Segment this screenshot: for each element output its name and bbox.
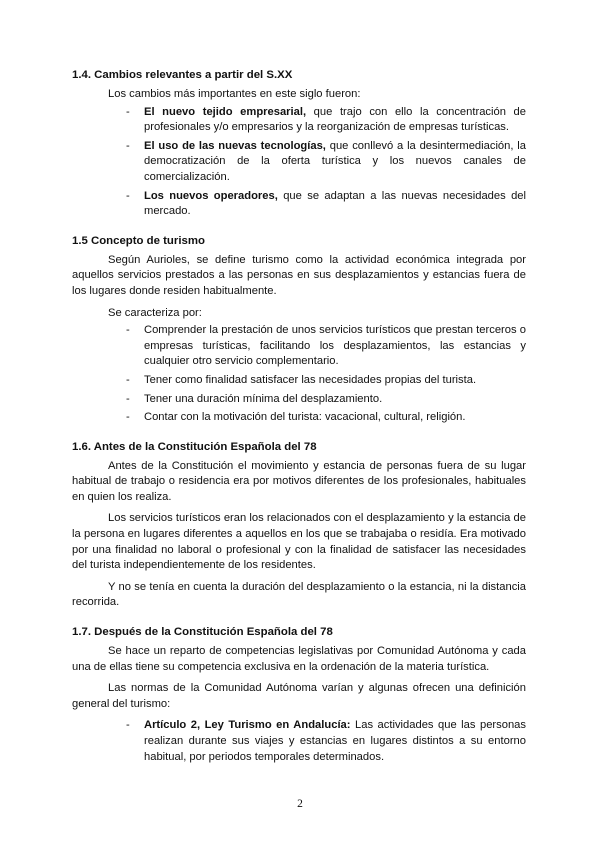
paragraph: Se hace un reparto de competencias legislativas por Comunidad Autónoma y cada una de ellas tiene su competencia exclusiva en la ordenación de la materia turística. — [72, 645, 526, 673]
paragraph: Los cambios más importantes en este siglo fueron: — [108, 88, 361, 100]
list-item-text: Las actividades que las personas realizan durante sus viajes y estancias en lugares distintos a su entorno habitual, por periodos temporales determinados. — [144, 719, 526, 763]
section-heading: 1.7. Después de la Constitución Española del 78 — [72, 626, 333, 639]
list-item-text: Tener como finalidad satisfacer las necesidades propias del turista. — [144, 373, 477, 386]
dash-bullet: - — [126, 411, 130, 424]
bold-term: Los nuevos operadores, — [144, 189, 278, 202]
list-item — [72, 189, 526, 220]
bullet-list — [72, 718, 526, 765]
list-item — [72, 373, 526, 389]
paragraph: Y no se tenía en cuenta la duración del desplazamiento o la estancia, ni la distancia recorrida. — [72, 580, 526, 609]
paragraph: Los servicios turísticos eran los relacionados con el desplazamiento y la estancia de la persona en lugares diferentes a aquellos en los que se trabajaba o residía. Era motivado por una finalidad no laboral o profesional y con la finalidad de satisfacer las necesidades del turista independientemente de los residentes. — [72, 512, 526, 572]
bullet-list — [72, 105, 526, 220]
section-concepto — [72, 234, 526, 426]
section-despues — [72, 625, 526, 765]
list-item-text: Comprender la prestación de unos servicios turísticos que prestan terceros o empresas turísticas, facilitando los desplazamientos, las estancias y cualquier otro servicio complementario. — [144, 324, 526, 368]
list-item-text: que trajo con ello la concentración de profesionales y/o empresarios y la reorganización de empresas turísticas. — [144, 105, 526, 134]
list-item — [72, 139, 526, 186]
list-item — [72, 410, 526, 426]
list-item-text: Tener una duración mínima del desplazamiento. — [144, 392, 383, 405]
dash-bullet: - — [126, 373, 130, 386]
dash-bullet: - — [126, 105, 130, 118]
section-cambios — [72, 68, 526, 220]
section-heading: 1.5 Concepto de turismo — [72, 234, 205, 247]
list-item — [72, 392, 526, 408]
list-item-text: Contar con la motivación del turista: vacacional, cultural, religión. — [144, 411, 466, 424]
section-antes — [72, 440, 526, 611]
bold-term: Artículo 2, Ley Turismo en Andalucía: — [144, 719, 351, 732]
paragraph: Las normas de la Comunidad Autónoma varían y algunas ofrecen una definición general del turismo: — [72, 682, 526, 710]
list-item — [72, 105, 526, 136]
section-heading: 1.6. Antes de la Constitución Española del 78 — [72, 440, 317, 453]
paragraph: Según Aurioles, se define turismo como la actividad económica integrada por aquellos servicios prestados a las personas en sus desplazamientos y estancias fuera de los lugares donde residen habitualmente. — [72, 253, 526, 297]
dash-bullet: - — [126, 392, 130, 405]
paragraph: Se caracteriza por: — [108, 306, 202, 319]
dash-bullet: - — [126, 189, 130, 202]
list-item — [72, 323, 526, 370]
list-item-text: que conllevó a la desintermediación, la democratización de la oferta turística y los nuevos canales de comercialización. — [144, 139, 526, 183]
bold-term: El uso de las nuevas tecnologías, — [144, 139, 326, 152]
dash-bullet: - — [126, 719, 130, 732]
bold-term: El nuevo tejido empresarial, — [144, 105, 307, 118]
section-heading: 1.4. Cambios relevantes a partir del S.XX — [72, 69, 293, 81]
paragraph: Antes de la Constitución el movimiento y estancia de personas fuera de su lugar habitual de trabajo o residencia era por motivos diferentes de los profesionales, habituales en quien los realiza. — [72, 459, 526, 503]
bullet-list — [72, 323, 526, 426]
page-content — [72, 68, 526, 779]
list-item-text: que se adaptan a las nuevas necesidades del mercado. — [144, 189, 527, 218]
page-number: 2 — [297, 798, 303, 810]
dash-bullet: - — [126, 324, 130, 337]
list-item — [72, 718, 526, 765]
dash-bullet: - — [126, 139, 130, 152]
